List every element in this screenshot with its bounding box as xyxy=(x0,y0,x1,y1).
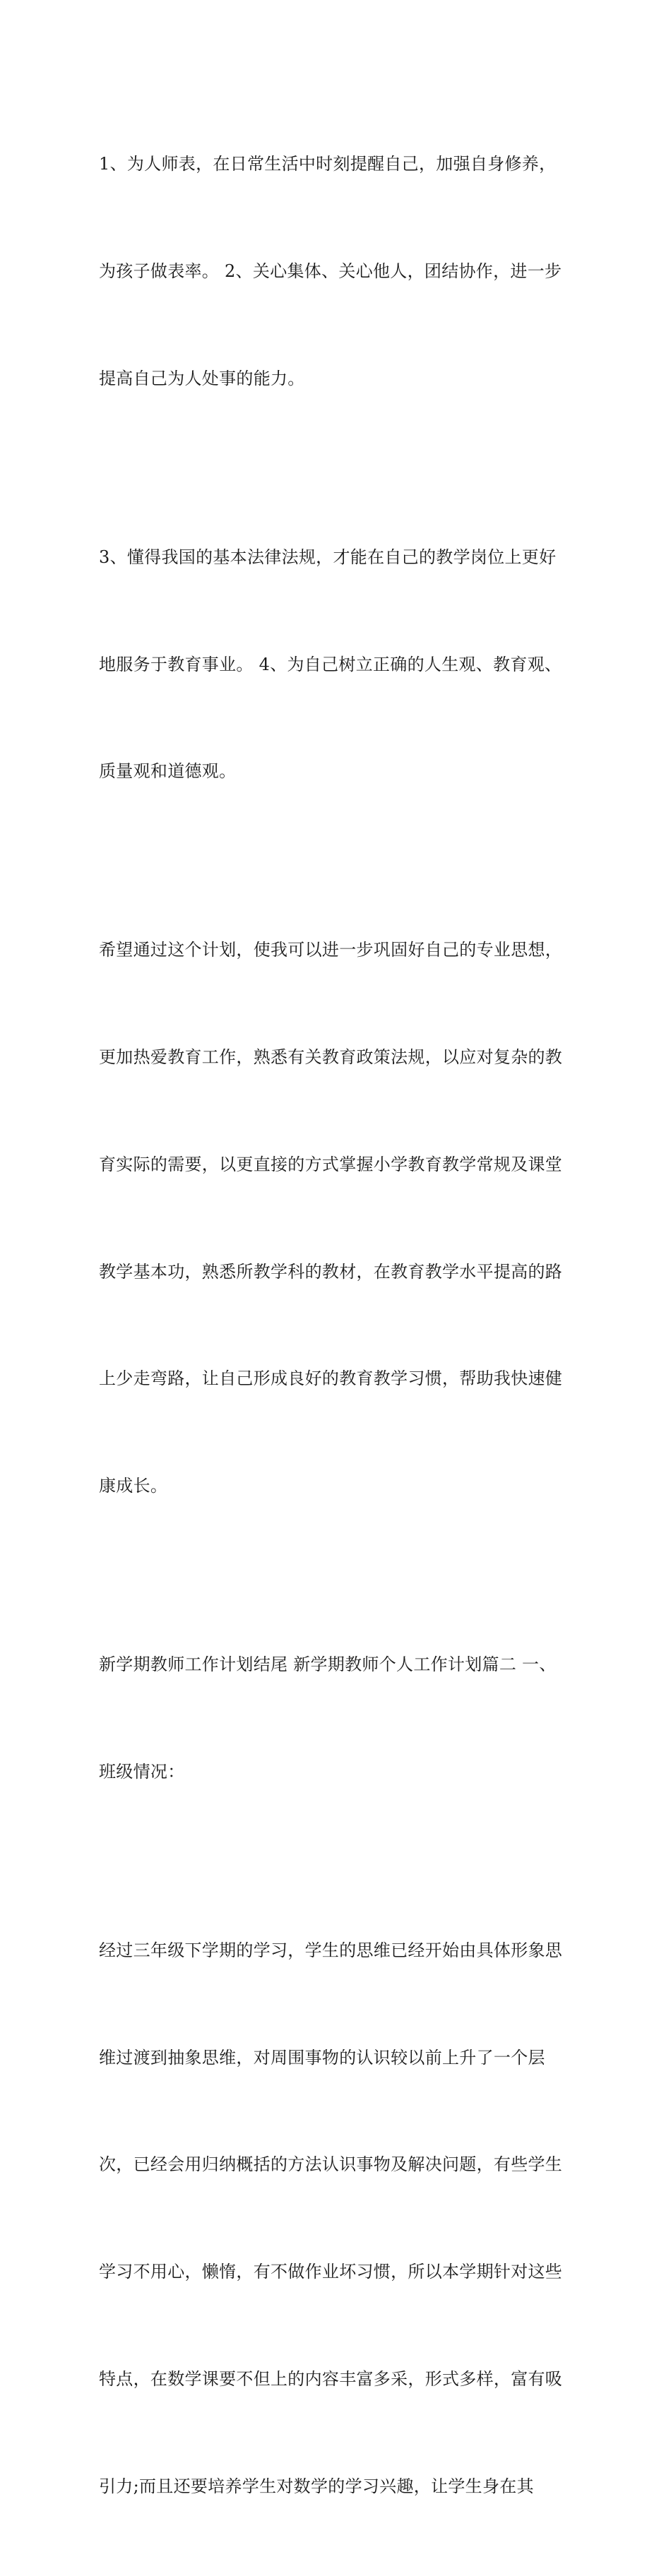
text-line: 教学基本功，熟悉所教学科的教材，在教育教学水平提高的路 xyxy=(99,1261,563,1282)
document-body xyxy=(99,75,579,2576)
text-line: 学习不用心，懒惰，有不做作业坏习惯，所以本学期针对这些 xyxy=(99,2262,563,2282)
paragraph-teacher-conduct xyxy=(99,75,579,468)
text-line: 为孩子做表率。 2、关心集体、关心他人，团结协作，进一步 xyxy=(99,261,562,281)
text-line: 提高自己为人处事的能力。 xyxy=(99,368,305,388)
text-line: 希望通过这个计划，使我可以进一步巩固好自己的专业思想， xyxy=(99,940,563,960)
text-line: 更加热爱教育工作，熟悉有关教育政策法规，以应对复杂的教 xyxy=(99,1047,563,1068)
text-line: 新学期教师工作计划结尾 新学期教师个人工作计划篇二 一、 xyxy=(99,1654,557,1675)
text-line: 3、懂得我国的基本法律法规，才能在自己的教学岗位上更好 xyxy=(99,547,557,567)
paragraph-laws-and-values xyxy=(99,468,579,861)
text-line: 康成长。 xyxy=(99,1476,168,1496)
paragraph-class-situation xyxy=(99,1861,579,2576)
text-line: 经过三年级下学期的学习，学生的思维已经开始由具体形象思 xyxy=(99,1940,563,1960)
text-line: 上少走弯路，让自己形成良好的教育教学习惯，帮助我快速健 xyxy=(99,1368,563,1389)
text-line: 引力;而且还要培养学生对数学的学习兴趣，让学生身在其 xyxy=(99,2476,534,2496)
paragraph-section-heading xyxy=(99,1575,579,1861)
paragraph-plan-hopes xyxy=(99,861,579,1575)
text-line: 维过渡到抽象思维，对周围事物的认识较以前上升了一个层 xyxy=(99,2047,545,2068)
text-line: 次，已经会用归纳概括的方法认识事物及解决问题，有些学生 xyxy=(99,2154,563,2175)
text-line: 特点，在数学课要不但上的内容丰富多采，形式多样，富有吸 xyxy=(99,2369,563,2389)
text-line: 育实际的需要，以更直接的方式掌握小学教育教学常规及课堂 xyxy=(99,1154,563,1174)
text-line: 质量观和道德观。 xyxy=(99,761,237,782)
text-line: 地服务于教育事业。 4、为自己树立正确的人生观、教育观、 xyxy=(99,654,562,674)
text-line: 1、为人师表，在日常生活中时刻提醒自己，加强自身修养， xyxy=(99,154,557,174)
text-line: 班级情况： xyxy=(99,1761,185,1782)
